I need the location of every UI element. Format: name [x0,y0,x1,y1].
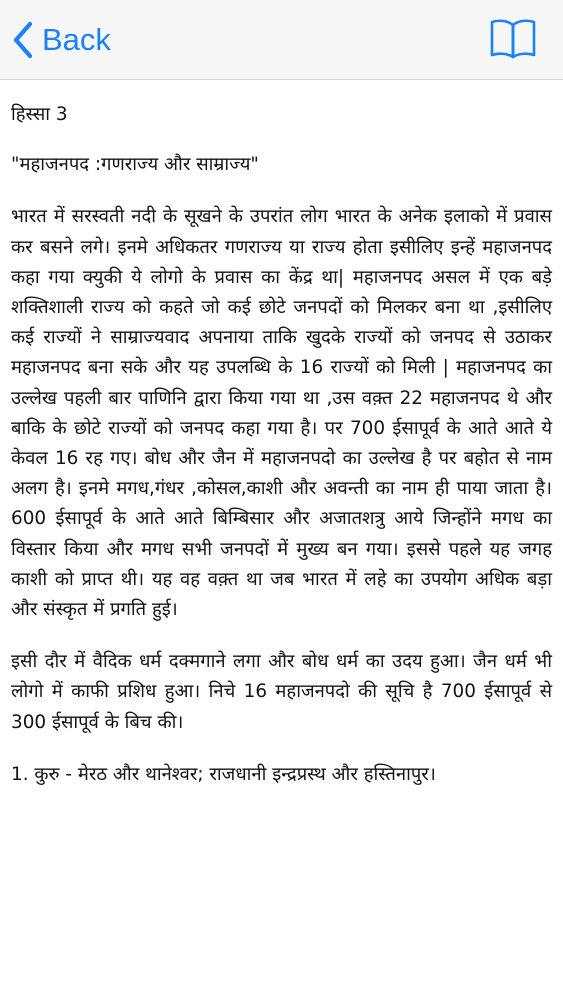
open-book-icon [489,17,537,59]
paragraph-2: इसी दौर में वैदिक धर्म दक्मगाने लगा और बोध धर्म का उदय हुआ। जैन धर्म भी लोगो में काफी प्रशिध हुआ। निचे 16 महाजनपदो की सूचि है 700 ईसापूर्व से 300 ईसापूर्व के बिच की। [11,651,552,733]
article-title: "महाजनपद :गणराज्य और साम्राज्य" [11,154,259,176]
bookmarks-button[interactable] [489,17,537,59]
back-button[interactable] [12,18,111,62]
navigation-bar [0,0,563,80]
back-label: Back [42,22,111,57]
section-heading: हिस्सा 3 [11,104,68,125]
article-content [11,100,552,812]
chevron-left-icon [12,21,34,59]
paragraph-1: भारत में सरस्वती नदी के सूखने के उपरांत लोग भारत के अनेक इलाको में प्रवास कर बसने लगे। इनमे अधिकतर गणराज्य या राज्य होता इसीलिए इन्हें महाजनपद कहा गया क्युकी ये लोगो के प्रवास का केंद्र था| महाजनपद असल में एक बड़े शक्तिशाली राज्य को कहते जो कई छोटे जनपदों को मिलकर बना था ,इसीलिए कई राज्यों ने साम्राज्यवाद अपनाया ताकि खुदके राज्यों को जनपद से उठाकर महाजनपद बना सके और यह उपलब्धि के 16 राज्यों को मिली | महाजनपद का उल्लेख पहली बार पाणिनि द्वारा किया गया था ,उस वक़्त 22 महाजनपद थे और बाकि के छोटे राज्यों को जनपद कहा गया है। पर 700 ईसापूर्व के आते आते ये केवल 16 रह गए। बोध और जैन में महाजनपदो का उल्लेख है पर बहोत से नाम अलग है। इनमे मगध,गंधर ,कोसल,काशी और अवन्ती का नाम ही पाया जाता है। 600 ईसापूर्व के आते आते बिम्बिसार और अजातशत्रु आये जिन्होंने मगध का विस्तार किया और मगध सभी जनपदों में मुख्य बन गया। इससे पहले यह जगह काशी को प्राप्त थी। यह वह वक़्त था जब भारत में लहे का उपयोग अधिक बड़ा और संस्कृत में प्रगति हुई। [11,206,552,621]
list-item: 1. कुरु - मेरठ और थानेश्वर; राजधानी इन्द्रप्रस्थ और हस्तिनापुर। [11,763,436,785]
